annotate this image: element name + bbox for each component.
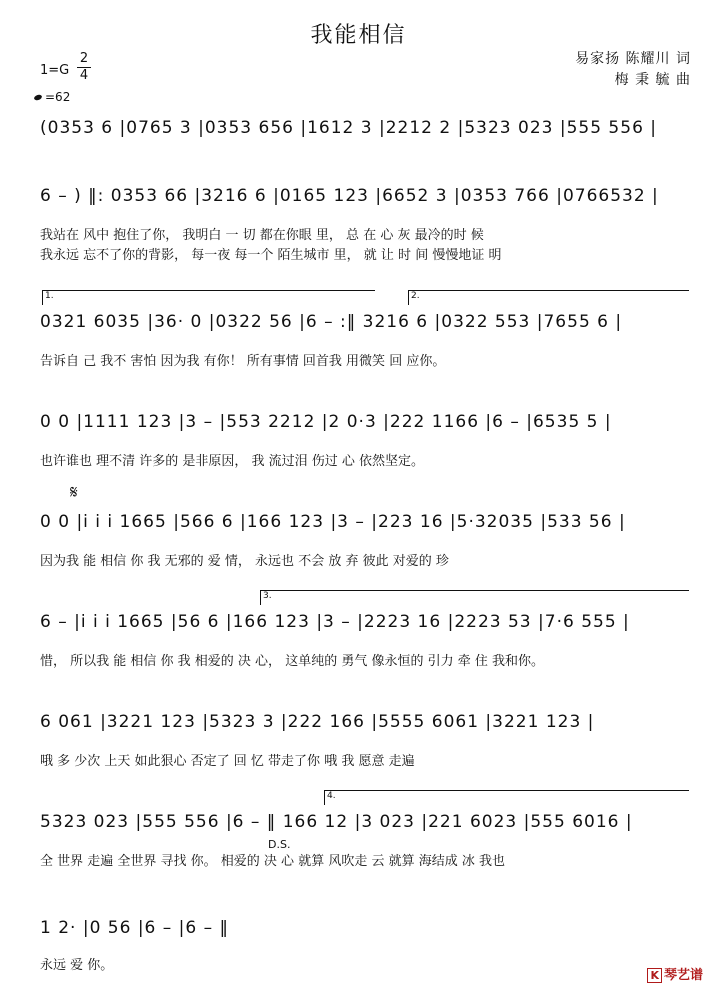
- time-signature-top: 2: [79, 51, 89, 66]
- site-watermark-text: 琴艺谱: [663, 968, 703, 983]
- lyric-line: 全 世界 走遍 全世界 寻找 你。 相爱的 决 心 就算 风吹走 云 就算 海结成 冰 我也: [40, 854, 505, 869]
- notation-line: 5323 023 |555 556 |6 – ‖ 166 12 |3 023 |221 6023 |555 6016 |: [40, 812, 633, 832]
- third-ending-bracket: [260, 590, 689, 605]
- fourth-ending-bracket: [324, 790, 689, 805]
- lyric-line: 告诉自 己 我不 害怕 因为我 有你！ 所有事情 回首我 用微笑 回 应你。: [40, 354, 446, 369]
- lyric-line: 惜， 所以我 能 相信 你 我 相爱的 决 心， 这单纯的 勇气 像永恒的 引力 牵 住 我和你。: [40, 654, 544, 669]
- logo-icon: K: [647, 968, 662, 983]
- notation-line: 0321 6035 |36· 0 |0322 56 |6 – :‖ 3216 6 |0322 553 |7655 6 |: [40, 312, 623, 332]
- lyric-line: 也许谁也 理不清 许多的 是非原因， 我 流过泪 伤过 心 依然坚定。: [40, 454, 425, 469]
- notation-line: (0353 6 |0765 3 |0353 656 |1612 3 |2212 2 |5323 023 |555 556 |: [40, 118, 658, 138]
- lyric-line: 因为我 能 相信 你 我 无邪的 爱 情， 永远也 不会 放 弃 彼此 对爱的 珍: [40, 554, 449, 569]
- dal-segno-marking: D.S.: [268, 838, 291, 851]
- time-signature: [77, 52, 91, 83]
- notation-line: 6 – |i i i 1665 |56 6 |166 123 |3 – |2223 16 |2223 53 |7·6 555 |: [40, 612, 630, 632]
- notation-line: 6 061 |3221 123 |5323 3 |222 166 |5555 6061 |3221 123 |: [40, 712, 595, 732]
- notation-line: 6 – ) ‖: 0353 66 |3216 6 |0165 123 |6652 3 |0353 766 |0766532 |: [40, 186, 659, 206]
- notation-line: 0 0 |1111 123 |3 – |553 2212 |2 0·3 |222 1166 |6 – |6535 5 |: [40, 412, 612, 432]
- third-ending-label: 3.: [263, 591, 272, 601]
- first-ending-bracket: [42, 290, 375, 305]
- song-title: 我能相信: [310, 23, 407, 48]
- second-ending-bracket: [408, 290, 689, 305]
- fourth-ending-label: 4.: [327, 791, 336, 801]
- lyric-verse-1: 我站在 风中 抱住了你， 我明白 一 切 都在你眼 里， 总 在 心 灰 最冷的时 候: [40, 228, 484, 243]
- tempo-value: =62: [45, 90, 71, 104]
- segno-icon: 𝄋: [70, 482, 78, 503]
- lyric-verse-2: 我永远 忘不了你的背影， 每一夜 每一个 陌生城市 里， 就 让 时 间 慢慢地证 明: [40, 248, 502, 263]
- second-ending-label: 2.: [411, 291, 420, 301]
- lyric-line: 哦 多 少次 上天 如此狠心 否定了 回 忆 带走了你 哦 我 愿意 走遍: [40, 754, 415, 769]
- lyric-line: 永远 爱 你。: [40, 958, 114, 973]
- lyricist-credit: 易家扬 陈耀川 词: [575, 51, 691, 67]
- site-watermark: [647, 964, 703, 983]
- key-signature: 1=G: [40, 63, 70, 78]
- notation-line: 1 2· |0 56 |6 – |6 – ‖: [40, 918, 230, 938]
- notation-line: 0 0 |i i i 1665 |566 6 |166 123 |3 – |223 16 |5·32035 |533 56 |: [40, 512, 626, 532]
- quarter-note-icon: [33, 94, 42, 101]
- composer-credit: 梅 秉 毓 曲: [614, 72, 691, 88]
- tempo-marking: [34, 90, 70, 104]
- first-ending-label: 1.: [45, 291, 54, 301]
- time-signature-bottom: 4: [79, 68, 89, 83]
